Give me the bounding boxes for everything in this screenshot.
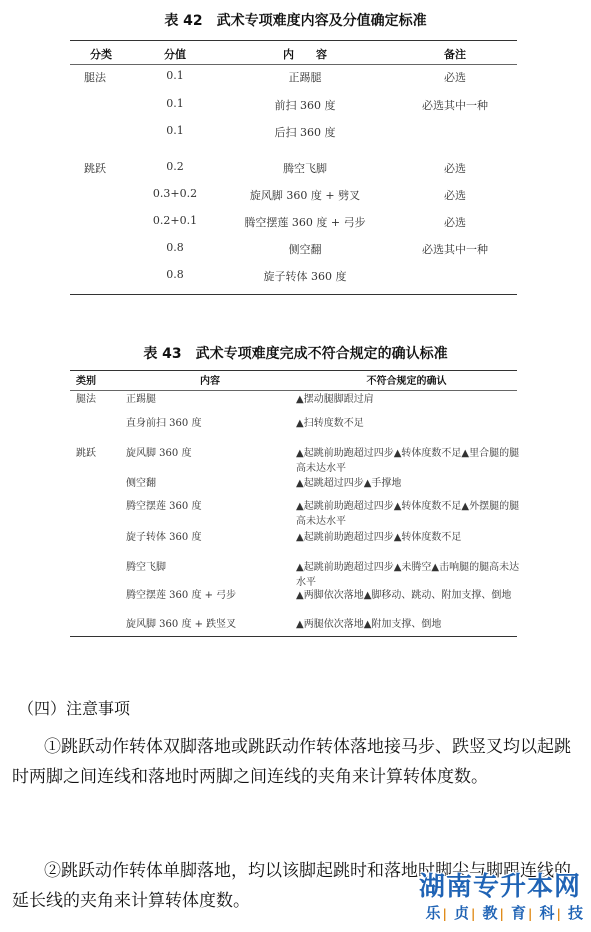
table42-cell-category: 腿法 xyxy=(84,71,106,84)
table43-cell-criteria: ▲起跳超过四步▲手撑地 xyxy=(296,478,402,489)
table43-cell-content: 腾空摆莲 360 度 xyxy=(126,501,202,512)
table42-cell-note: 必选 xyxy=(444,71,466,84)
table42-top-rule xyxy=(70,40,517,41)
table43-cell-criteria: ▲两脚依次落地▲脚移动、跳动、附加支撑、倒地 xyxy=(296,590,512,601)
table42-cell-score: 0.2 xyxy=(166,160,184,173)
watermark-separator: | xyxy=(499,907,504,921)
table43-cell-criteria: ▲起跳前助跑超过四步▲未腾空▲击响腿的腿高未达水平 xyxy=(296,562,520,588)
table42-cell-content: 旋风脚 360 度 + 劈叉 xyxy=(249,189,361,202)
watermark-title: 湖南专升本网 xyxy=(418,872,581,902)
table42-cell-score: 0.1 xyxy=(166,69,184,82)
table42-cell-category: 跳跃 xyxy=(84,162,106,175)
table42-header-category: 分类 xyxy=(90,48,112,61)
watermark-char: 技 xyxy=(567,904,583,922)
table42-cell-score: 0.1 xyxy=(166,124,184,137)
table43-cell-criteria: ▲起跳前助跑超过四步▲转体度数不足▲里合腿的腿高未达水平 xyxy=(296,448,520,474)
watermark-separator: | xyxy=(556,907,561,921)
watermark-char: 乐 xyxy=(425,904,441,922)
table42-cell-content: 后扫 360 度 xyxy=(274,126,336,139)
watermark-separator: | xyxy=(442,907,447,921)
table43-header-rule xyxy=(70,390,517,391)
table43-title: 表 43 武术专项难度完成不符合规定的确认标准 xyxy=(143,346,448,362)
table43-cell-criteria: ▲两腿依次落地▲附加支撑、倒地 xyxy=(296,619,442,630)
table42-cell-score: 0.3+0.2 xyxy=(152,187,198,200)
table43-cell-content: 腾空飞脚 xyxy=(126,562,166,573)
table43-header-content: 内容 xyxy=(200,376,220,387)
table43-cell-criteria: ▲摆动腿脚跟过肩 xyxy=(296,394,374,405)
note-paragraph-1: ①跳跃动作转体双脚落地或跳跃动作转体落地接马步、跌竖叉均以起跳时两脚之间连线和落地时两脚之间连线的夹角来计算转体度数。 xyxy=(12,737,571,787)
table43-cell-content: 腾空摆莲 360 度 + 弓步 xyxy=(126,590,237,601)
watermark-char: 科 xyxy=(539,904,555,922)
table43-cell-category: 跳跃 xyxy=(76,448,96,459)
table42-cell-note: 必选 xyxy=(444,162,466,175)
table43-cell-content: 旋风脚 360 度 + 跌竖叉 xyxy=(126,619,237,630)
table42-cell-content: 正踢腿 xyxy=(288,71,322,84)
note-paragraph-2: ②跳跃动作转体单脚落地，均以该脚起跳时和落地时脚尖与脚跟连线的延长线的夹角来计算转体度数。 xyxy=(12,861,571,911)
table43-cell-content: 旋风脚 360 度 xyxy=(126,448,192,459)
table43-header-criteria: 不符合规定的确认 xyxy=(366,376,447,387)
section-heading: （四）注意事项 xyxy=(18,699,131,718)
table43-cell-criteria: ▲扫转度数不足 xyxy=(296,418,364,429)
table42-cell-note: 必选 xyxy=(444,216,466,229)
table43-cell-category: 腿法 xyxy=(76,394,96,405)
table42-cell-note: 必选其中一种 xyxy=(422,243,488,256)
table43-top-rule xyxy=(70,370,517,371)
table42-header-score: 分值 xyxy=(164,48,186,61)
table42-cell-score: 0.8 xyxy=(166,268,184,281)
table43-cell-content: 正踢腿 xyxy=(126,394,156,405)
watermark-char: 教 xyxy=(482,904,498,922)
watermark-separator: | xyxy=(528,907,533,921)
table43-cell-content: 侧空翻 xyxy=(126,478,156,489)
table42-cell-content: 腾空飞脚 xyxy=(283,162,327,175)
table42-bottom-rule xyxy=(70,294,517,295)
table43-cell-content: 直身前扫 360 度 xyxy=(126,418,202,429)
table42-title: 表 42 武术专项难度内容及分值确定标准 xyxy=(164,13,427,29)
table42-cell-score: 0.8 xyxy=(166,241,184,254)
table42-cell-note: 必选 xyxy=(444,189,466,202)
table42-cell-content: 侧空翻 xyxy=(288,243,322,256)
table43-cell-content: 旋子转体 360 度 xyxy=(126,532,202,543)
table42-cell-content: 旋子转体 360 度 xyxy=(263,270,347,283)
watermark-logo xyxy=(395,866,585,930)
watermark-subtitle xyxy=(423,902,583,923)
table42-cell-score: 0.2+0.1 xyxy=(152,214,198,227)
table42-header-content: 内 容 xyxy=(283,48,327,61)
table43-cell-criteria: ▲起跳前助跑超过四步▲转体度数不足▲外摆腿的腿高未达水平 xyxy=(296,501,520,527)
table43-cell-criteria: ▲起跳前助跑超过四步▲转体度数不足 xyxy=(296,532,462,543)
watermark-char: 育 xyxy=(510,904,526,922)
table43-bottom-rule xyxy=(70,636,517,637)
table42-cell-score: 0.1 xyxy=(166,97,184,110)
table42-header-rule xyxy=(70,64,517,65)
table43-header-category: 类别 xyxy=(76,376,96,387)
watermark-char: 贞 xyxy=(453,904,469,922)
table42-cell-content: 前扫 360 度 xyxy=(274,99,336,112)
table42-cell-note: 必选其中一种 xyxy=(422,99,488,112)
watermark-separator: | xyxy=(471,907,476,921)
table42-header-note: 备注 xyxy=(444,48,466,61)
table42-cell-content: 腾空摆莲 360 度 + 弓步 xyxy=(244,216,366,229)
